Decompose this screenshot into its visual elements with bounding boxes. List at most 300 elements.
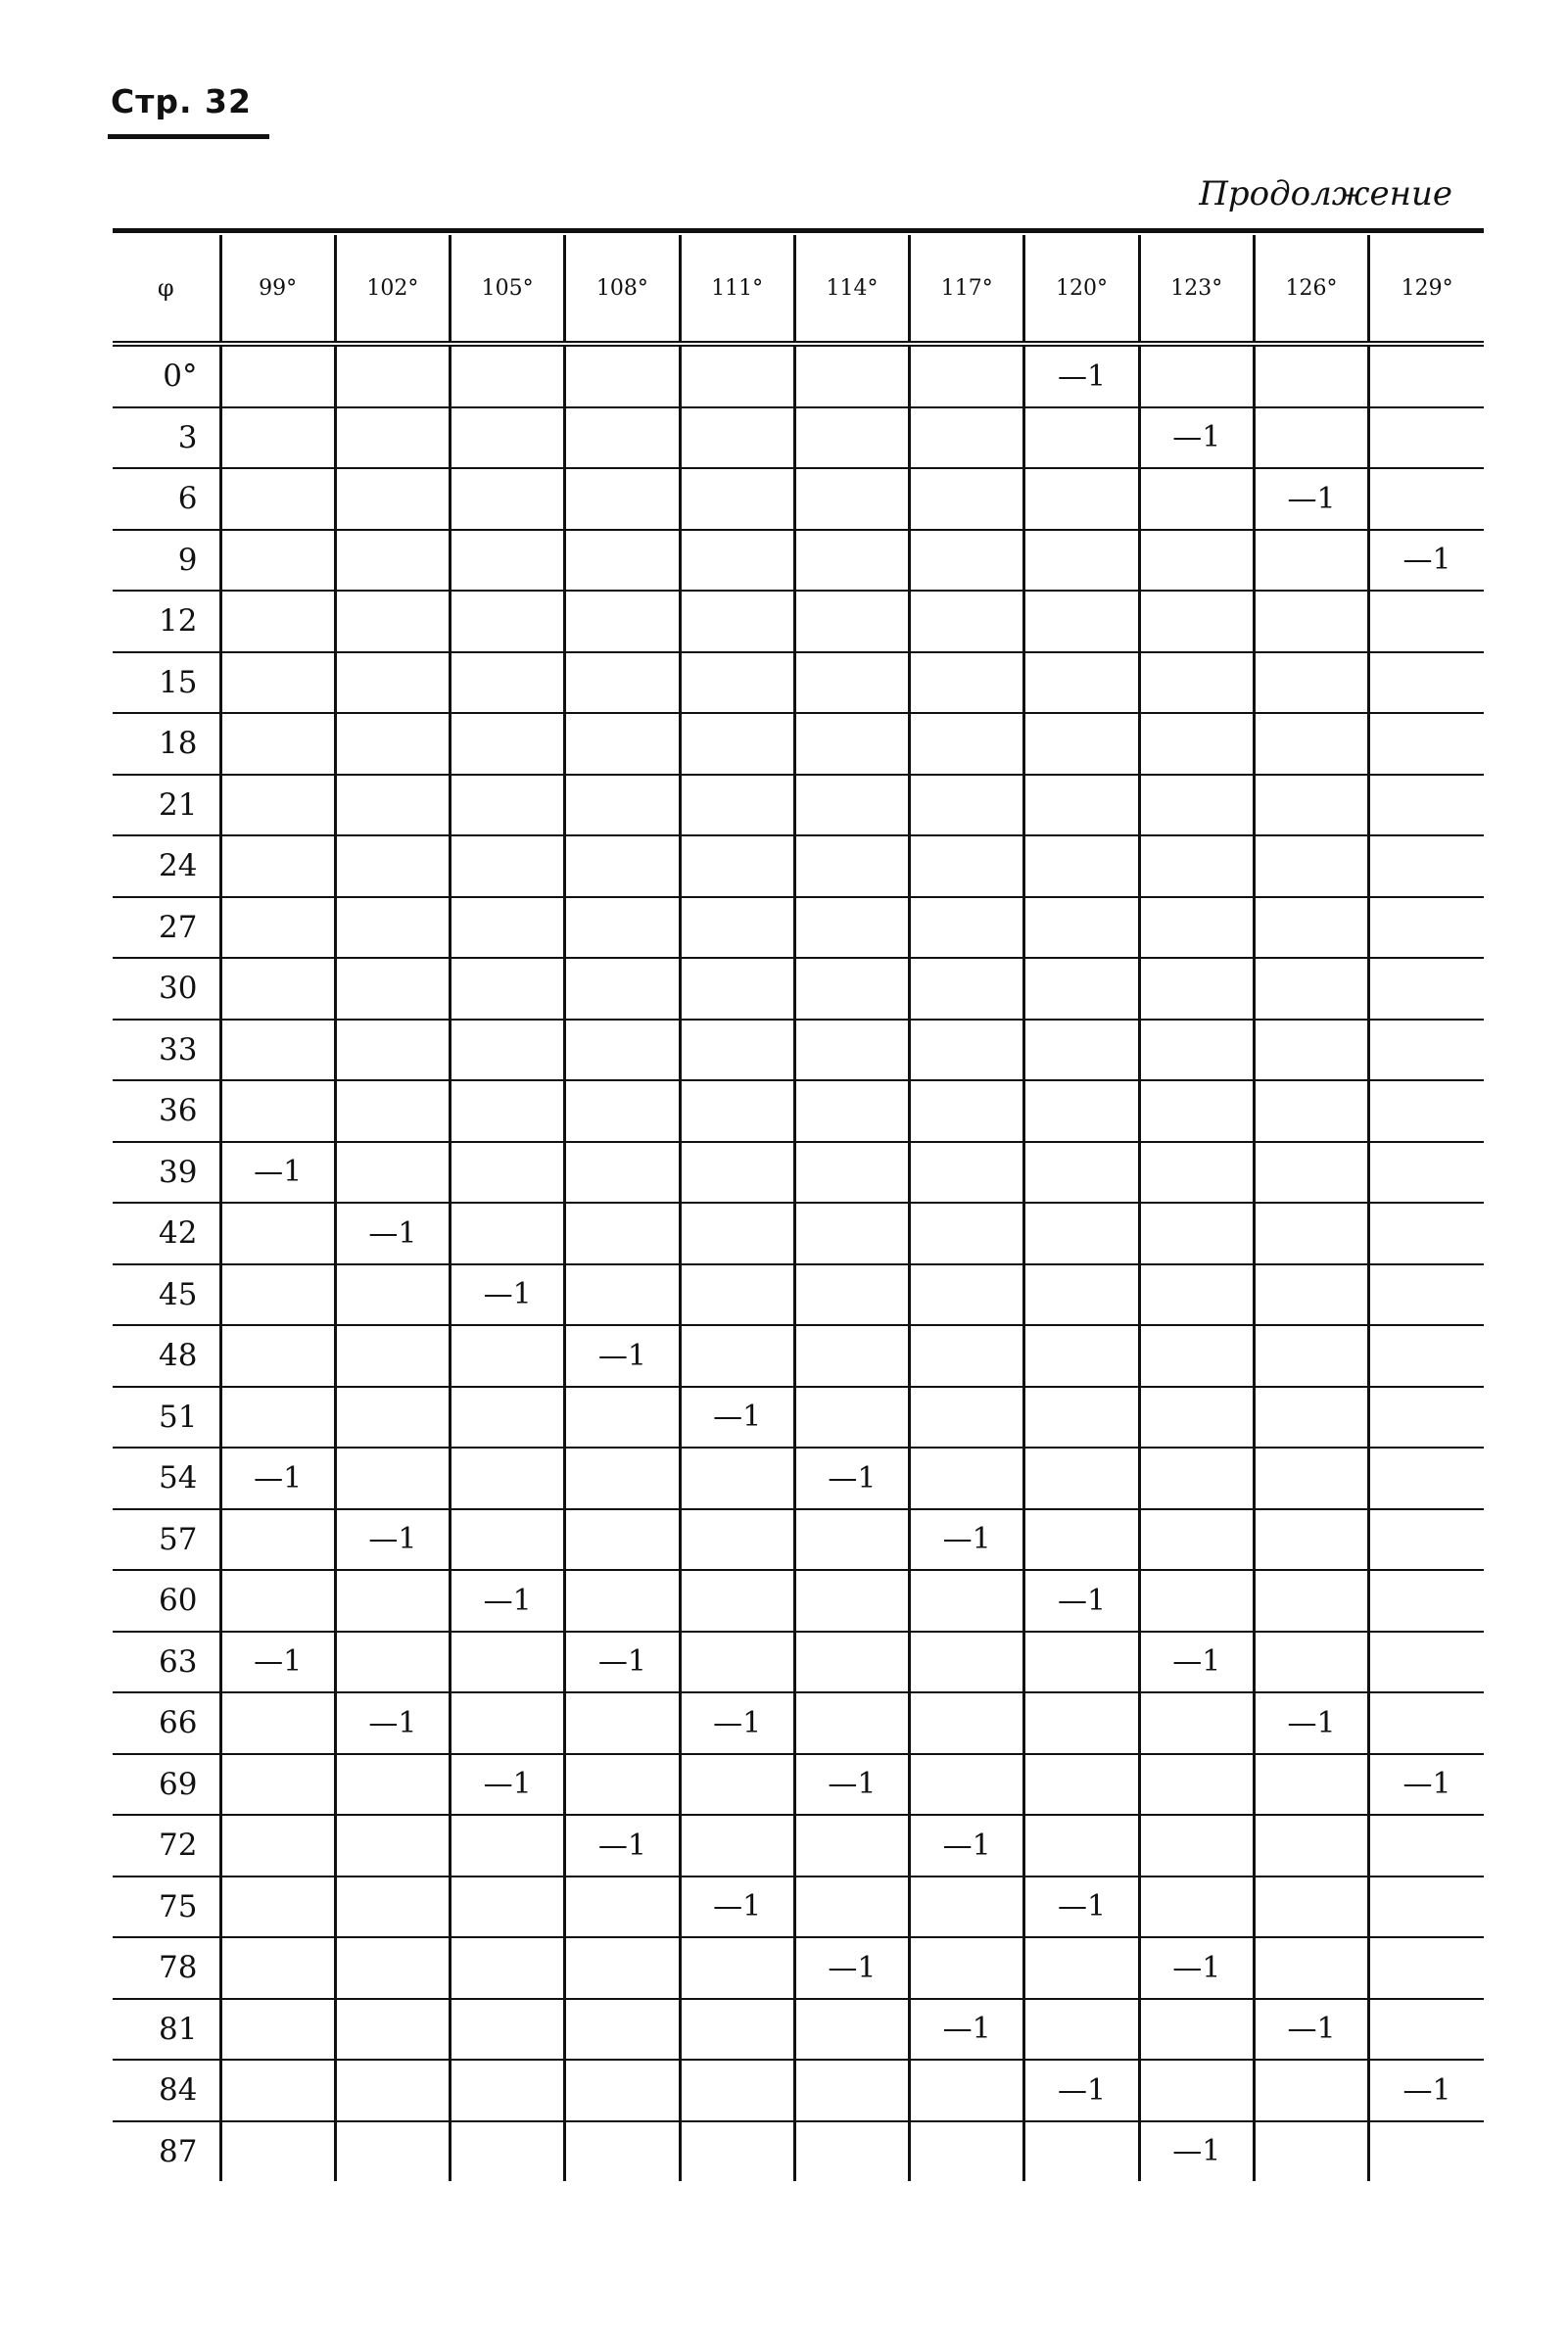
table-cell xyxy=(680,1020,794,1081)
table-cell xyxy=(1024,897,1139,959)
table-cell xyxy=(794,652,909,714)
column-header: 120° xyxy=(1024,235,1139,344)
table-cell xyxy=(335,835,450,897)
table-cell xyxy=(451,1570,565,1632)
table-cell xyxy=(1139,1877,1254,1938)
page-number-underline xyxy=(108,134,269,139)
cell-value: —1 xyxy=(1057,358,1107,394)
phi-cell: 75 xyxy=(113,1877,220,1938)
table-cell xyxy=(1139,2060,1254,2121)
phi-cell: 57 xyxy=(113,1509,220,1571)
table-cell xyxy=(1369,591,1484,652)
table-cell xyxy=(220,1203,335,1264)
table-cell xyxy=(680,1692,794,1754)
phi-cell: 36 xyxy=(113,1080,220,1142)
table-cell xyxy=(451,897,565,959)
table-cell xyxy=(1254,1754,1368,1816)
table-cell xyxy=(1369,1142,1484,1204)
table-cell xyxy=(1139,1999,1254,2061)
table-cell xyxy=(1254,1937,1368,1999)
table-cell xyxy=(451,2060,565,2121)
table-cell xyxy=(1369,713,1484,775)
phi-cell: 6 xyxy=(113,468,220,530)
table-cell xyxy=(1254,407,1368,469)
phi-cell: 15 xyxy=(113,652,220,714)
table-cell xyxy=(1254,1203,1368,1264)
table-cell xyxy=(451,1142,565,1204)
table-cell xyxy=(565,2060,680,2121)
table-cell xyxy=(565,1142,680,1204)
table-cell xyxy=(1024,1509,1139,1571)
table-cell xyxy=(1254,530,1368,592)
table-cell xyxy=(910,1570,1024,1632)
table-cell xyxy=(1139,1020,1254,1081)
phi-cell: 81 xyxy=(113,1999,220,2061)
table-cell xyxy=(220,2060,335,2121)
table-row xyxy=(113,591,1484,652)
cell-value: —1 xyxy=(597,1644,646,1680)
table-cell xyxy=(910,1142,1024,1204)
table-cell xyxy=(451,1632,565,1693)
table-cell xyxy=(680,713,794,775)
phi-cell: 9 xyxy=(113,530,220,592)
table-cell xyxy=(1024,1020,1139,1081)
phi-cell: 27 xyxy=(113,897,220,959)
table-cell xyxy=(680,1387,794,1449)
table-cell xyxy=(220,1999,335,2061)
table-cell xyxy=(335,1203,450,1264)
cell-value: —1 xyxy=(1172,420,1221,455)
table-cell xyxy=(1254,1387,1368,1449)
table-cell xyxy=(794,1692,909,1754)
table-cell xyxy=(1139,1509,1254,1571)
table-cell xyxy=(220,407,335,469)
table-cell xyxy=(335,1937,450,1999)
cell-value: —1 xyxy=(1287,1705,1336,1740)
table-cell xyxy=(1139,1264,1254,1326)
phi-cell: 42 xyxy=(113,1203,220,1264)
table-cell xyxy=(565,407,680,469)
table-cell xyxy=(1024,468,1139,530)
table-cell xyxy=(220,530,335,592)
cell-value: —1 xyxy=(254,1155,303,1190)
cell-value: —1 xyxy=(713,1705,762,1740)
table-cell xyxy=(910,897,1024,959)
table-cell xyxy=(910,2060,1024,2121)
table-cell xyxy=(1369,1570,1484,1632)
table-cell xyxy=(565,1937,680,1999)
table-cell xyxy=(451,835,565,897)
table-cell xyxy=(1024,344,1139,407)
table-cell xyxy=(910,1999,1024,2061)
table-cell xyxy=(565,1632,680,1693)
table-row xyxy=(113,1815,1484,1877)
table-row xyxy=(113,652,1484,714)
table-cell xyxy=(680,407,794,469)
table-cell xyxy=(1139,897,1254,959)
table-cell xyxy=(1139,1815,1254,1877)
table-cell xyxy=(1369,1509,1484,1571)
table-cell xyxy=(220,1877,335,1938)
column-header: 129° xyxy=(1369,235,1484,344)
table-row xyxy=(113,713,1484,775)
table-cell xyxy=(794,1080,909,1142)
table-cell xyxy=(220,1937,335,1999)
table-cell xyxy=(220,835,335,897)
table-cell xyxy=(794,1754,909,1816)
table-cell xyxy=(1369,835,1484,897)
table-cell xyxy=(1024,1203,1139,1264)
table-cell xyxy=(680,1815,794,1877)
phi-cell: 45 xyxy=(113,1264,220,1326)
table-cell xyxy=(565,1999,680,2061)
table-cell xyxy=(1369,1877,1484,1938)
table-cell xyxy=(335,652,450,714)
column-header: 126° xyxy=(1254,235,1368,344)
table-cell xyxy=(794,1570,909,1632)
column-header: 102° xyxy=(335,235,450,344)
cell-value: —1 xyxy=(828,1950,877,1985)
table-cell xyxy=(910,1877,1024,1938)
table-cell xyxy=(910,1448,1024,1509)
table-row xyxy=(113,468,1484,530)
cell-value: —1 xyxy=(368,1522,417,1557)
phi-cell: 87 xyxy=(159,2133,198,2169)
table-row xyxy=(113,1570,1484,1632)
table-cell xyxy=(1139,1142,1254,1204)
cell-value: —1 xyxy=(597,1338,646,1373)
table-cell xyxy=(220,1080,335,1142)
table-cell xyxy=(794,835,909,897)
table-cell xyxy=(680,591,794,652)
table-cell xyxy=(1139,344,1254,407)
table-cell xyxy=(1254,713,1368,775)
table-cell xyxy=(1139,1325,1254,1387)
table-row xyxy=(113,775,1484,836)
cell-value: —1 xyxy=(942,1828,991,1863)
table-cell xyxy=(680,1754,794,1816)
table-cell xyxy=(680,2060,794,2121)
table-cell xyxy=(1024,958,1139,1020)
table-cell xyxy=(1369,2121,1484,2182)
table-cell xyxy=(1139,1387,1254,1449)
table-cell xyxy=(794,1937,909,1999)
table-cell xyxy=(1139,1570,1254,1632)
table-cell xyxy=(220,2121,335,2182)
table-cell xyxy=(1139,652,1254,714)
table-cell xyxy=(1024,1632,1139,1693)
table-row xyxy=(113,1325,1484,1387)
table-row xyxy=(113,1448,1484,1509)
table-cell xyxy=(1369,1387,1484,1449)
table-cell xyxy=(1369,1754,1484,1816)
table-cell xyxy=(794,344,909,407)
table-cell xyxy=(1024,591,1139,652)
table-cell xyxy=(1024,652,1139,714)
table-cell xyxy=(910,2121,1024,2182)
column-header: 105° xyxy=(451,235,565,344)
table-cell xyxy=(680,1203,794,1264)
table-cell xyxy=(794,713,909,775)
phi-cell: 33 xyxy=(113,1020,220,1081)
table-cell xyxy=(335,1632,450,1693)
table-cell xyxy=(1139,775,1254,836)
table-cell xyxy=(451,468,565,530)
table-cell xyxy=(1254,775,1368,836)
table-row xyxy=(113,1142,1484,1204)
table-cell xyxy=(335,1264,450,1326)
table-cell xyxy=(1369,1203,1484,1264)
table-cell xyxy=(565,1815,680,1877)
table-cell xyxy=(1139,468,1254,530)
column-header: 117° xyxy=(910,235,1024,344)
table-cell xyxy=(1254,468,1368,530)
cell-value: —1 xyxy=(368,1215,417,1251)
cell-value: —1 xyxy=(1402,2072,1451,2108)
table-cell xyxy=(565,835,680,897)
table-body xyxy=(113,344,1484,2181)
phi-cell: 12 xyxy=(113,591,220,652)
table-cell xyxy=(1369,1020,1484,1081)
cell-value: —1 xyxy=(1057,1583,1107,1618)
table-cell xyxy=(220,1264,335,1326)
table-cell xyxy=(680,1264,794,1326)
table-row xyxy=(113,530,1484,592)
table-cell xyxy=(451,407,565,469)
table-cell xyxy=(565,1325,680,1387)
table-cell xyxy=(565,1570,680,1632)
cell-value: —1 xyxy=(1057,1889,1107,1924)
table-cell xyxy=(1254,1999,1368,2061)
table-cell xyxy=(1369,344,1484,407)
table-cell xyxy=(565,1877,680,1938)
table-cell xyxy=(451,2121,565,2182)
table-cell xyxy=(565,2121,680,2182)
table-cell xyxy=(451,591,565,652)
table-cell xyxy=(451,344,565,407)
cell-value: —1 xyxy=(483,1277,532,1312)
table-cell xyxy=(1139,958,1254,1020)
table-cell xyxy=(1024,1080,1139,1142)
table-cell xyxy=(794,407,909,469)
cell-value: —1 xyxy=(1172,2134,1221,2169)
table-cell xyxy=(680,1325,794,1387)
phi-cell: 0° xyxy=(113,344,220,407)
table-cell xyxy=(451,1815,565,1877)
table-cell xyxy=(335,1325,450,1387)
column-header: 108° xyxy=(565,235,680,344)
table-cell xyxy=(220,1632,335,1693)
table-cell xyxy=(220,344,335,407)
cell-value: —1 xyxy=(254,1460,303,1496)
table-cell xyxy=(335,407,450,469)
table-cell xyxy=(910,468,1024,530)
table-cell xyxy=(1369,1632,1484,1693)
table-cell xyxy=(910,835,1024,897)
table-cell xyxy=(1254,2121,1368,2182)
table-cell xyxy=(451,1509,565,1571)
phi-cell: 78 xyxy=(113,1937,220,1999)
table-cell xyxy=(565,344,680,407)
table-cell xyxy=(794,1815,909,1877)
table-cell xyxy=(220,1387,335,1449)
table-cell xyxy=(1369,1815,1484,1877)
page-number: Стр. 32 xyxy=(111,82,252,120)
cell-value: —1 xyxy=(828,1767,877,1802)
table-cell xyxy=(335,775,450,836)
cell-value: —1 xyxy=(1402,1767,1451,1802)
data-table xyxy=(113,235,1484,2181)
table-row xyxy=(113,1020,1484,1081)
table-cell xyxy=(335,2121,450,2182)
table-cell xyxy=(1254,1448,1368,1509)
table-cell xyxy=(680,530,794,592)
table-cell xyxy=(451,1692,565,1754)
table-row xyxy=(113,1754,1484,1816)
table-cell xyxy=(1254,1692,1368,1754)
cell-value: —1 xyxy=(1402,543,1451,578)
table-cell xyxy=(680,1509,794,1571)
table-cell xyxy=(1139,1754,1254,1816)
table-cell xyxy=(910,1080,1024,1142)
table-cell xyxy=(1139,591,1254,652)
table-cell xyxy=(220,1692,335,1754)
table-cell xyxy=(565,1080,680,1142)
table-cell xyxy=(1369,1999,1484,2061)
table-cell xyxy=(1024,1692,1139,1754)
table-cell xyxy=(1024,530,1139,592)
table-cell xyxy=(1369,1448,1484,1509)
cell-value: —1 xyxy=(597,1828,646,1863)
table-cell xyxy=(1024,835,1139,897)
table-cell xyxy=(565,1509,680,1571)
table-cell xyxy=(565,775,680,836)
cell-value: —1 xyxy=(942,2012,991,2047)
table-cell xyxy=(1024,1999,1139,2061)
phi-cell: 39 xyxy=(113,1142,220,1204)
table-cell xyxy=(220,897,335,959)
table-cell xyxy=(1369,407,1484,469)
table-cell xyxy=(794,591,909,652)
table-cell xyxy=(565,1692,680,1754)
table-cell xyxy=(1139,835,1254,897)
table-row xyxy=(113,1203,1484,1264)
cell-value: —1 xyxy=(1172,1950,1221,1985)
table-cell xyxy=(1254,591,1368,652)
table-cell xyxy=(1369,530,1484,592)
table-cell xyxy=(1369,1325,1484,1387)
table-cell xyxy=(220,1020,335,1081)
table-cell xyxy=(1254,1264,1368,1326)
table-cell xyxy=(335,468,450,530)
table-cell xyxy=(220,1815,335,1877)
table-row xyxy=(113,1509,1484,1571)
table-cell xyxy=(1139,1080,1254,1142)
phi-cell: 54 xyxy=(113,1448,220,1509)
table-cell xyxy=(220,1509,335,1571)
table-cell xyxy=(565,652,680,714)
table-cell xyxy=(910,1325,1024,1387)
table-cell xyxy=(1254,1632,1368,1693)
cell-value: —1 xyxy=(713,1889,762,1924)
table-cell xyxy=(910,713,1024,775)
table-cell xyxy=(910,1632,1024,1693)
table-cell xyxy=(1369,1692,1484,1754)
table-cell xyxy=(1024,1815,1139,1877)
table-cell xyxy=(680,897,794,959)
table-cell xyxy=(1369,775,1484,836)
table-cell xyxy=(794,1264,909,1326)
table-cell xyxy=(910,1815,1024,1877)
table-cell xyxy=(220,1325,335,1387)
table-cell xyxy=(335,1877,450,1938)
table-cell xyxy=(451,1264,565,1326)
table-cell xyxy=(1139,407,1254,469)
cell-value: —1 xyxy=(254,1644,303,1680)
table-cell xyxy=(1024,1264,1139,1326)
table-cell xyxy=(680,1080,794,1142)
table-cell xyxy=(220,775,335,836)
table-cell xyxy=(451,1387,565,1449)
table-cell xyxy=(680,1448,794,1509)
table-cell xyxy=(1139,1448,1254,1509)
table-cell xyxy=(680,958,794,1020)
table-cell xyxy=(1254,1020,1368,1081)
table-cell xyxy=(1254,1080,1368,1142)
phi-cell: 3 xyxy=(113,407,220,469)
table-cell xyxy=(1369,897,1484,959)
table-cell xyxy=(794,1387,909,1449)
table-cell xyxy=(1139,530,1254,592)
table-cell xyxy=(565,1203,680,1264)
table-cell xyxy=(220,652,335,714)
table-cell xyxy=(1254,652,1368,714)
table-cell xyxy=(794,1999,909,2061)
phi-cell: 66 xyxy=(113,1692,220,1754)
table-cell xyxy=(1024,1448,1139,1509)
table-cell xyxy=(565,1387,680,1449)
table-cell xyxy=(910,652,1024,714)
table-cell xyxy=(335,2060,450,2121)
cell-value: —1 xyxy=(1057,2072,1107,2108)
table-cell xyxy=(451,775,565,836)
table-cell xyxy=(565,897,680,959)
table-cell xyxy=(220,1754,335,1816)
table-cell xyxy=(910,1937,1024,1999)
table-cell xyxy=(335,1387,450,1449)
table-cell xyxy=(910,591,1024,652)
table-cell xyxy=(220,1142,335,1204)
table-cell xyxy=(451,1203,565,1264)
continuation-label: Продолжение xyxy=(1199,174,1452,214)
phi-column-header: φ xyxy=(113,235,220,344)
table-cell xyxy=(335,1570,450,1632)
table-cell xyxy=(680,1937,794,1999)
table-cell xyxy=(1139,2121,1254,2182)
table-cell xyxy=(680,1999,794,2061)
table-cell xyxy=(910,1509,1024,1571)
table-cell xyxy=(335,1448,450,1509)
cell-value: —1 xyxy=(1287,481,1336,516)
table-cell xyxy=(910,530,1024,592)
phi-cell: 21 xyxy=(113,775,220,836)
table-cell xyxy=(1369,1264,1484,1326)
table-cell xyxy=(451,713,565,775)
table-cell xyxy=(910,344,1024,407)
table-header-row xyxy=(113,235,1484,344)
table-cell xyxy=(910,407,1024,469)
table-top-rule xyxy=(113,228,1484,233)
